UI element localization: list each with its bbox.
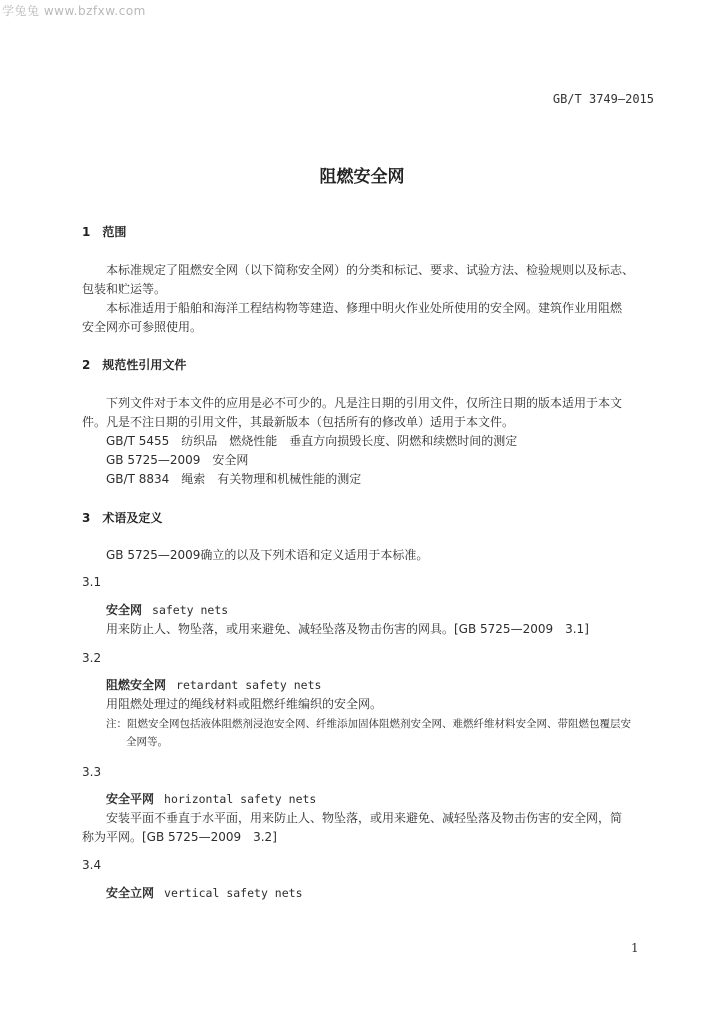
term-3-2-en: retardant safety nets xyxy=(176,678,322,692)
document-title: 阻燃安全网 xyxy=(319,167,405,187)
term-3-1-en: safety nets xyxy=(152,603,229,617)
term-3-3-definition-line-1: 安装平面不垂直于水平面，用来防止人、物坠落，或用来避免、减轻坠落及物击伤害的安全网，简 xyxy=(106,811,623,825)
term-3-2-name xyxy=(106,677,321,693)
term-3-4-en: vertical safety nets xyxy=(164,886,303,900)
section-1-paragraph-1-line-1: 本标准规定了阻燃安全网（以下简称安全网）的分类和标记、要求、试验方法、检验规则以及标志、 xyxy=(106,263,635,277)
section-1-paragraph-2-line-2: 安全网亦可参照使用。 xyxy=(82,320,203,334)
term-3-3-name xyxy=(106,791,316,807)
section-1-heading: 1 范围 xyxy=(82,225,127,239)
page-number: 1 xyxy=(631,941,639,955)
standard-code: GB/T 3749—2015 xyxy=(552,92,654,106)
term-3-4-zh: 安全立网 xyxy=(106,886,155,900)
term-3-1-zh: 安全网 xyxy=(106,603,143,617)
watermark: 学兔兔 www.bzfxw.com xyxy=(2,4,146,18)
term-3-2-number: 3.2 xyxy=(82,651,102,665)
section-2-heading: 2 规范性引用文件 xyxy=(82,358,187,372)
term-3-3-zh: 安全平网 xyxy=(106,792,155,806)
section-3-heading: 3 术语及定义 xyxy=(82,511,163,525)
term-3-2-note-line-1: 注：阻燃安全网包括液体阻燃剂浸泡安全网、纤维添加固体阻燃剂安全网、难燃纤维材料安全网、带阻燃包覆层安 xyxy=(106,718,631,730)
term-3-1-number: 3.1 xyxy=(82,575,102,589)
section-2-paragraph-line-2: 件。凡是不注日期的引用文件，其最新版本（包括所有的修改单）适用于本文件。 xyxy=(82,415,515,429)
reference-gbt-8834: GB/T 8834 绳索 有关物理和机械性能的测定 xyxy=(106,472,362,486)
term-3-3-en: horizontal safety nets xyxy=(164,792,317,806)
term-3-2-zh: 阻燃安全网 xyxy=(106,678,167,692)
reference-gb-5725: GB 5725—2009 安全网 xyxy=(106,453,249,467)
term-3-2-definition: 用阻燃处理过的绳线材料或阻燃纤维编织的安全网。 xyxy=(106,697,383,711)
term-3-3-definition-line-2: 称为平网。[GB 5725—2009 3.2] xyxy=(82,830,277,844)
section-1-paragraph-2-line-1: 本标准适用于船舶和海洋工程结构物等建造、修理中明火作业处所使用的安全网。建筑作业用阻燃 xyxy=(106,301,623,315)
term-3-4-name xyxy=(106,885,303,901)
section-3-intro: GB 5725—2009确立的以及下列术语和定义适用于本标准。 xyxy=(106,548,429,562)
section-2-paragraph-line-1: 下列文件对于本文件的应用是必不可少的。凡是注日期的引用文件，仅所注日期的版本适用于本文 xyxy=(106,396,623,410)
term-3-3-number: 3.3 xyxy=(82,765,102,779)
term-3-4-number: 3.4 xyxy=(82,858,102,872)
reference-gbt-5455: GB/T 5455 纺织品 燃烧性能 垂直方向损毁长度、阴燃和续燃时间的测定 xyxy=(106,434,518,448)
term-3-1-name xyxy=(106,602,228,618)
section-1-paragraph-1-line-2: 包装和贮运等。 xyxy=(82,282,167,296)
term-3-1-definition: 用来防止人、物坠落，或用来避免、减轻坠落及物击伤害的网具。[GB 5725—2009 3.1] xyxy=(106,622,589,636)
term-3-2-note-line-2: 全网等。 xyxy=(126,736,168,748)
